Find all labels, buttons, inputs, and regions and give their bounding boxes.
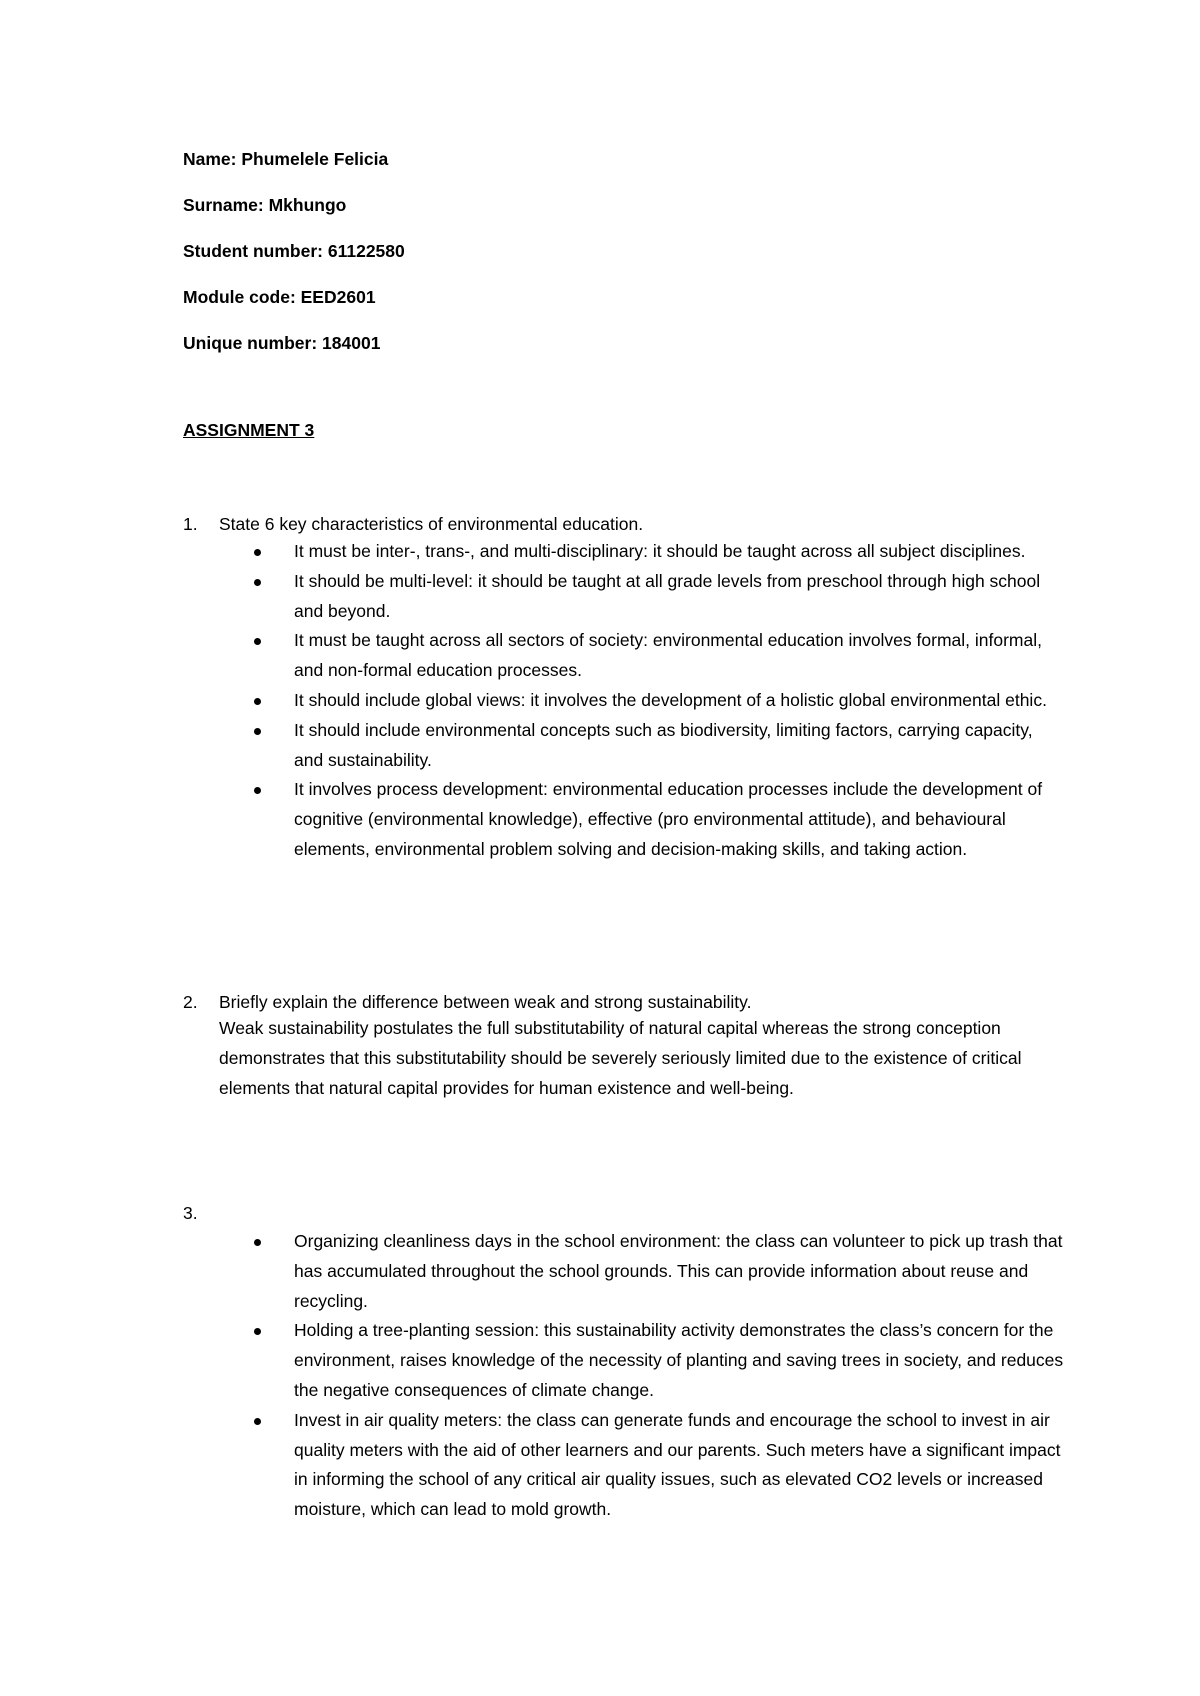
list-item [254, 567, 1064, 627]
question-3-list [254, 1227, 1064, 1525]
list-item [254, 686, 1064, 716]
question-3-number: 3. [183, 1203, 198, 1223]
bullet-icon [254, 549, 261, 556]
list-item [254, 1316, 1064, 1405]
question-1-number: 1. [183, 514, 198, 534]
list-item [254, 716, 1064, 776]
question-2-text: Briefly explain the difference between weak and strong sustainability. [219, 992, 752, 1012]
list-item-text: It must be taught across all sectors of society: environmental education involves formal, informal, and non-formal education processes. [294, 630, 1042, 681]
module-code: Module code: EED2601 [183, 287, 376, 307]
bullet-icon [254, 787, 261, 794]
list-item-text: It must be inter-, trans-, and multi-disciplinary: it should be taught across all subject disciplines. [294, 541, 1026, 561]
list-item-text: It should include environmental concepts such as biodiversity, limiting factors, carrying capacity, and sustainability. [294, 719, 1033, 770]
question-1-text: State 6 key characteristics of environmental education. [219, 514, 644, 534]
list-item [254, 1227, 1064, 1316]
assignment-title: ASSIGNMENT 3 [183, 420, 315, 440]
bullet-icon [254, 728, 261, 735]
bullet-icon [254, 1418, 261, 1425]
student-surname: Surname: Mkhungo [183, 195, 347, 215]
student-number: Student number: 61122580 [183, 241, 405, 261]
bullet-icon [254, 1239, 261, 1246]
bullet-icon [254, 1328, 261, 1335]
list-item [254, 626, 1064, 686]
list-item-text: Invest in air quality meters: the class can generate funds and encourage the school to invest in air quality meters with the aid of other learners and our parents. Such meters have a significant impact in informing the school of any critical air quality issues, such as elevated CO2 levels or increased moisture, which can lead to mold growth. [294, 1409, 1061, 1520]
bullet-icon [254, 638, 261, 645]
question-2-number: 2. [183, 992, 198, 1012]
list-item [254, 1406, 1064, 1525]
list-item [254, 775, 1064, 864]
bullet-icon [254, 698, 261, 705]
question-1-list [254, 537, 1064, 865]
bullet-icon [254, 579, 261, 586]
list-item-text: Holding a tree-planting session: this sustainability activity demonstrates the class’s concern for the environment, raises knowledge of the necessity of planting and saving trees in society, and reduces the negative consequences of climate change. [294, 1320, 1064, 1400]
list-item [254, 537, 1064, 567]
unique-number: Unique number: 184001 [183, 333, 381, 353]
question-2-answer: Weak sustainability postulates the full substitutability of natural capital whereas the strong conception demonstrates that this substitutability should be severely seriously limited due to the existence of critical elements that natural capital provides for human existence and well-being. [219, 1018, 1022, 1098]
list-item-text: Organizing cleanliness days in the school environment: the class can volunteer to pick up trash that has accumulated throughout the school grounds. This can provide information about reuse and recycling. [294, 1231, 1063, 1311]
student-name: Name: Phumelele Felicia [183, 149, 389, 169]
list-item-text: It should be multi-level: it should be taught at all grade levels from preschool through high school and beyond. [294, 570, 1041, 621]
list-item-text: It involves process development: environmental education processes include the development of cognitive (environmental knowledge), effective (pro environmental attitude), and behavioural elements, environmental problem solving and decision-making skills, and taking action. [294, 779, 1043, 859]
list-item-text: It should include global views: it involves the development of a holistic global environmental ethic. [294, 689, 1047, 710]
